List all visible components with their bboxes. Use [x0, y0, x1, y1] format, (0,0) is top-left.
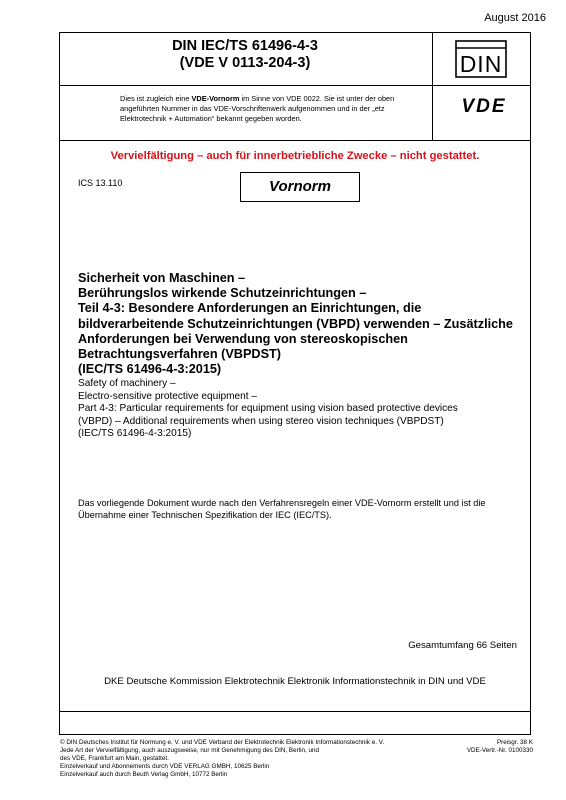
copyright-line: Einzelverkauf auch durch Beuth Verlag GmbH, 10772 Berlin — [60, 770, 228, 778]
german-title-line: bildverarbeitende Schutzeinrichtungen (VBPD) verwenden – Zusätzliche — [78, 316, 513, 331]
english-title-line: Part 4-3: Particular requirements for equipment using vision based protective devices — [78, 403, 458, 414]
vde-note — [120, 94, 430, 124]
price-group: Preisgr. 38 K — [496, 739, 533, 746]
document-type-box: Vornorm — [240, 172, 360, 202]
divider-bottom — [59, 734, 531, 735]
vde-note-emphasis: VDE-Vornorm — [191, 94, 240, 103]
logo-column-divider — [432, 32, 433, 140]
german-title — [78, 271, 528, 377]
dke-commission: DKE Deutsche Kommission Elektrotechnik Elektronik Informationstechnik in DIN und VDE — [104, 676, 486, 687]
vde-note-rest: im Sinne von VDE 0022. Sie ist unter der oben angeführten Nummer in das VDE-Vorschriftenwerk aufgenommen und in der „etz Elektrotechnik + Automation“ bekannt gegeben worden. — [120, 94, 395, 123]
divider-header — [59, 85, 531, 86]
german-title-line: Sicherheit von Maschinen – — [78, 271, 246, 285]
divider-top — [59, 32, 531, 33]
english-title-line: Safety of machinery – — [78, 378, 176, 389]
copyright-line: Einzelverkauf und Abonnements durch VDE VERLAG GMBH, 10625 Berlin — [60, 762, 270, 770]
copyright-notice — [60, 739, 430, 779]
reproduction-warning: Vervielfältigung – auch für innerbetriebliche Zwecke – nicht gestattet. — [110, 150, 480, 162]
standard-number: DIN IEC/TS 61496-4-3 — [172, 38, 318, 54]
divider-vde-note — [59, 140, 531, 141]
copyright-line: © DIN Deutsches Institut für Normung e. V. und VDE Verband der Elektrotechnik Elektronik Informationstechnik e. V. — [60, 739, 385, 746]
order-number: VDE-Vertr.-Nr. 0100330 — [466, 746, 533, 754]
divider-dke — [59, 711, 531, 712]
publication-date: August 2016 — [484, 12, 546, 24]
svg-text:DIN: DIN — [459, 51, 503, 77]
svg-text:VDE: VDE — [461, 96, 507, 114]
vde-note-prefix: Dies ist zugleich eine — [120, 94, 192, 103]
copyright-line: Jede Art der Vervielfältigung, auch auszugsweise, nur mit Genehmigung des DIN, Berlin, und — [60, 746, 320, 754]
english-title-line: Electro-sensitive protective equipment – — [78, 390, 257, 402]
german-title-line: Anforderungen bei Verwendung von stereoskopischen — [78, 331, 408, 346]
din-logo — [455, 40, 507, 78]
total-pages: Gesamtumfang 66 Seiten — [408, 640, 517, 651]
german-title-line: Betrachtungsverfahren (VBPDST) — [78, 347, 282, 362]
german-title-line: Berührungslos wirkende Schutzeinrichtungen – — [78, 286, 367, 301]
english-title — [78, 378, 528, 441]
english-title-line: (IEC/TS 61496-4-3:2015) — [78, 428, 192, 439]
standard-designation — [60, 38, 430, 72]
vde-number: (VDE V 0113-204-3) — [179, 55, 311, 71]
copyright-line: des VDE, Frankfurt am Main, gestattet. — [60, 754, 169, 762]
german-title-line: (IEC/TS 61496-4-3:2015) — [78, 362, 222, 377]
vde-logo — [448, 96, 520, 114]
order-info — [420, 739, 533, 755]
ics-code: ICS 13.110 — [78, 178, 123, 188]
english-title-line: (VBPD) – Additional requirements when using stereo vision techniques (VBPDST) — [78, 415, 444, 427]
german-title-line: Teil 4-3: Besondere Anforderungen an Einrichtungen, die — [78, 301, 422, 316]
document-description: Das vorliegende Dokument wurde nach den Verfahrensregeln einer VDE-Vornorm erstellt und ist die Übernahme einer Technischen Spezifikation der IEC (IEC/TS). — [78, 498, 486, 521]
